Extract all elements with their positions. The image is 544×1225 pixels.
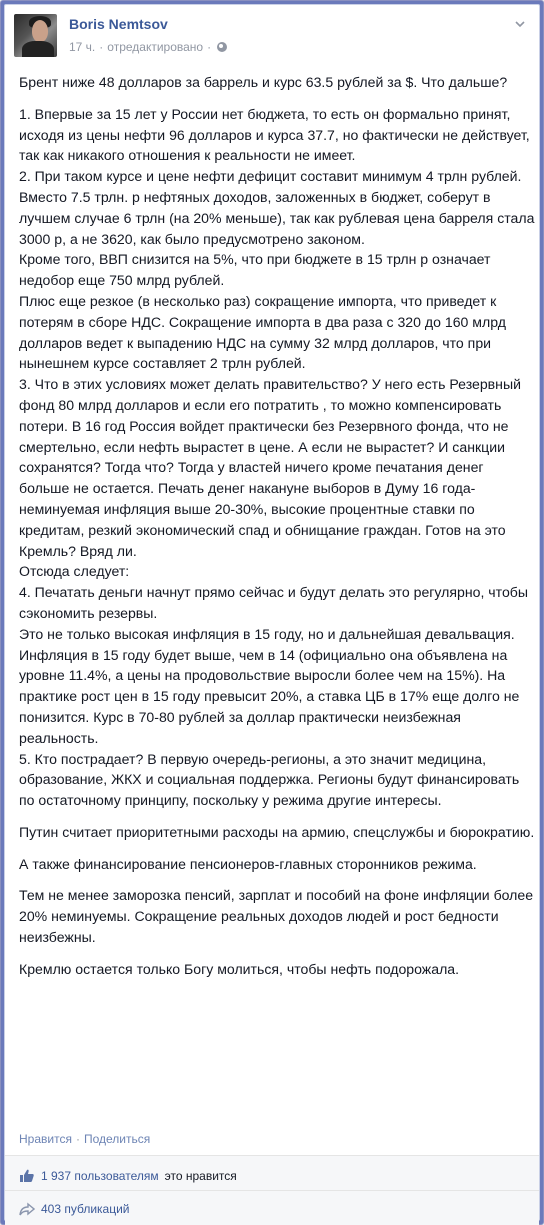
shares-summary — [19, 1201, 130, 1217]
globe-icon[interactable] — [217, 42, 227, 52]
post-body — [19, 72, 535, 991]
post-time[interactable]: 17 ч. — [69, 40, 96, 54]
meta-separator-2: · — [207, 40, 212, 54]
meta-separator: · — [99, 40, 104, 54]
post-paragraph-6: Кремлю остается только Богу молиться, чтобы нефть подорожала. — [19, 960, 460, 977]
thumbs-up-icon — [19, 1168, 35, 1184]
post-paragraph-3: Путин считает приоритетными расходы на армию, спецслужбы и бюрократию. — [19, 823, 535, 840]
post-paragraph-4: А также финансирование пенсионеров-главных сторонников режима. — [19, 855, 477, 872]
post-paragraph-1: Брент ниже 48 долларов за баррель и курс 63.5 рублей за $. Что дальше? — [19, 74, 508, 90]
post-paragraph-5: Тем не менее заморозка пенсий, зарплат и пособий на фоне инфляции более 20% неминуемы. Сокращение реальных доходов людей и рост бедности неизбежны. — [19, 887, 534, 946]
likes-summary — [19, 1168, 237, 1184]
likes-suffix: это нравится — [164, 1169, 237, 1183]
avatar[interactable] — [14, 14, 57, 57]
post-actions — [19, 1132, 150, 1146]
edited-label[interactable]: отредактировано — [107, 40, 204, 54]
share-arrow-icon — [19, 1201, 35, 1217]
share-link[interactable]: Поделиться — [83, 1132, 151, 1146]
post-meta — [69, 40, 227, 54]
likes-count[interactable]: 1 937 пользователям — [41, 1169, 159, 1183]
post-paragraph-2: 1. Впервые за 15 лет у России нет бюджета, то есть он формально принят, исходя из цены нефти 96 долларов и курса 37.7, но фактически не действует, так как никакого отношения к реальности не имеет. 2. При таком курсе и цене нефти дефицит составит минимум 4 трлн рублей. Вместо 7.5 трлн. р нефтяных доходов, заложенных в бюджет, соберут в лучшем случае 6 трлн (на 20% меньше), так как рублевая цена барреля стала 3000 р, а не 3620, как было предусмотрено законом. Кроме того, ВВП снизится на 5%, что при бюджете в 15 трлн р означает недобор еще 750 млрд рублей. Плюс еще резкое (в несколько раз) сокращение импорта, что приведет к потерям в сборе НДС. Сокращение импорта в два раза с 320 до 160 млрд долларов ведет к выпадению НДС на сумму 32 млрд долларов, что при нынешнем курсе составляет 2 трлн рублей. 3. Что в этих условиях может делать правительство? У него есть Резервный фонд 80 млрд долларов и если его потратить , то можно компенсировать потери. В 16 год Россия войдет практически без Резервного фонда, что не смертельно, если нефть вырастет в цене. А если не вырастет? И санкции сохранятся? Тогда что? Тогда у властей ничего кроме печатания денег больше не остается. Печать денег накануне выборов в Думу 16 года-неминуемая инфляция выше 20-30%, высокие процентные ставки по кредитам, резкий экономический спад и обнищание граждан. Готов на это Кремль? Вряд ли. Отсюда следует: 4. Печатать деньги начнут прямо сейчас и будут делать это регулярно, чтобы сэкономить резервы. Это не только высокая инфляция в 15 году, но и дальнейшая девальвация. Инфляция в 15 году будет выше, чем в 14 (официально она объявлена на уровне 11.4%, а цены на продовольствие выросли более чем на 15%). На практике рост цен в 15 году превысит 20%, а ставка ЦБ в 17% еще долго не понизится. Курс в 70-80 рублей за доллар практически неизбежная реальность. 5. Кто пострадает? В первую очередь-регионы, а это значит медицина, образование, ЖКХ и социальная поддержка. Регионы будут финансировать по остаточному принципу, поскольку у режима другие интересы. — [19, 105, 535, 809]
like-link[interactable]: Нравится — [19, 1132, 72, 1146]
post-card — [4, 4, 540, 1221]
avatar-body — [22, 41, 54, 57]
chevron-down-icon[interactable] — [513, 17, 527, 31]
shares-count[interactable]: 403 публикаций — [41, 1202, 130, 1216]
avatar-face — [32, 20, 48, 42]
actions-separator: · — [75, 1132, 80, 1146]
author-name[interactable]: Boris Nemtsov — [69, 16, 168, 32]
